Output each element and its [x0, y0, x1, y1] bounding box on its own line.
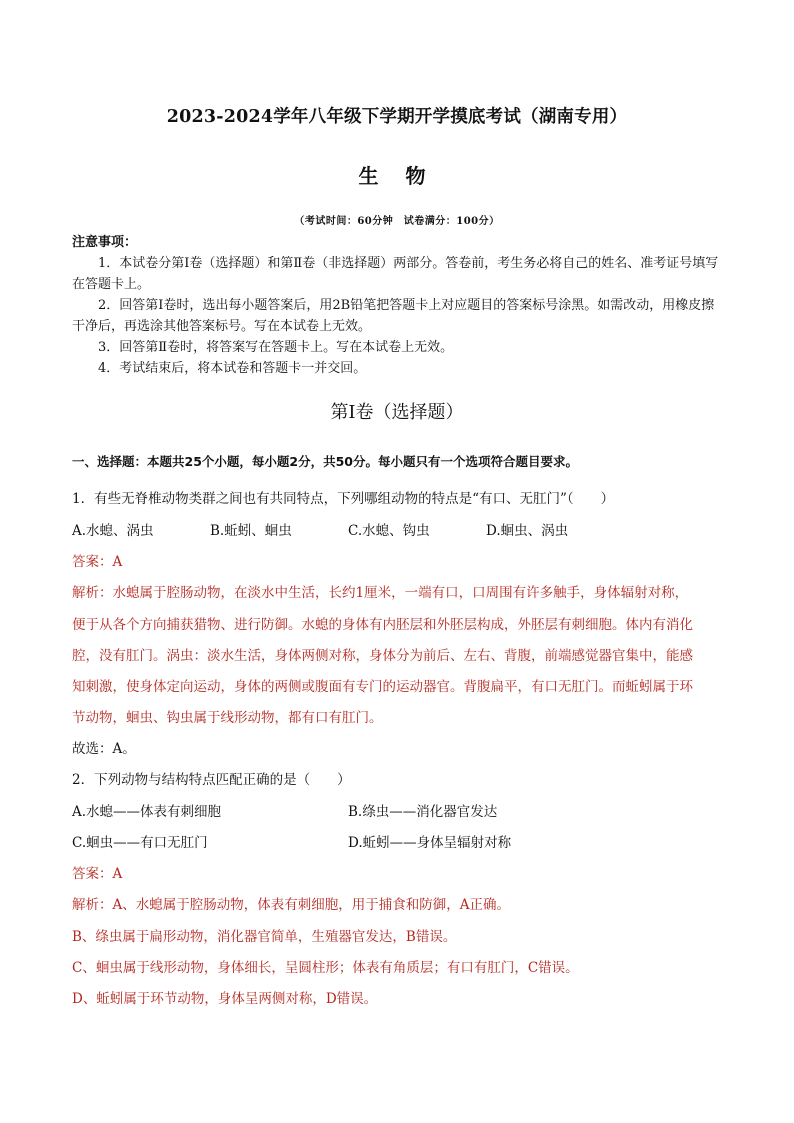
q1-analysis-line: 腔，没有肛门。涡虫：淡水生活，身体两侧对称，身体分为前后、左右、背腹，前端感觉器官集中，能感 — [72, 648, 693, 664]
notice-heading: 注意事项： — [72, 235, 138, 250]
notice-block — [72, 232, 724, 379]
q1-conclusion: 故选：A。 — [72, 741, 136, 757]
notice-item: 2．回答第Ⅰ卷时，选出每小题答案后，用2B铅笔把答题卡上对应题目的答案标号涂黑。如需改动，用橡皮擦干净后，再选涂其他答案标号。写在本试卷上无效。 — [72, 298, 715, 334]
q1-analysis-line: 知刺激，使身体定向运动，身体的两侧或腹面有专门的运动器官。背腹扁平，有口无肛门。而蚯蚓属于环 — [72, 679, 693, 695]
q2-answer: 答案：A — [72, 866, 123, 882]
notice-item: 3．回答第Ⅱ卷时，将答案写在答题卡上。写在本试卷上无效。 — [98, 340, 454, 355]
section-title: 第Ⅰ卷（选择题） — [330, 402, 464, 423]
q2-analysis-line: D、蚯蚓属于环节动物，身体呈两侧对称，D错误。 — [72, 991, 378, 1007]
q1-analysis-line: 便于从各个方向捕获猎物、进行防御。水螅的身体有内胚层和外胚层构成，外胚层有刺细胞。体内有消化 — [72, 617, 693, 633]
q1-option-c: C.水螅、钩虫 — [348, 523, 430, 539]
q1-analysis-line: 解析：水螅属于腔肠动物，在淡水中生活，长约1厘米，一端有口，口周围有许多触手，身体辐射对称， — [72, 585, 689, 601]
q1-analysis-line: 节动物，蛔虫、钩虫属于线形动物，都有口有肛门。 — [72, 710, 383, 726]
exam-info: （考试时间：60分钟 试卷满分：100分） — [294, 216, 500, 227]
q2-stem: 2．下列动物与结构特点匹配正确的是（ ） — [72, 772, 351, 788]
notice-item: 1．本试卷分第Ⅰ卷（选择题）和第Ⅱ卷（非选择题）两部分。答卷前，考生务必将自己的姓名、准考证号填写在答题卡上。 — [72, 256, 719, 292]
notice-item: 4．考试结束后，将本试卷和答题卡一并交回。 — [98, 361, 367, 376]
q2-option-a: A.水螅——体表有刺细胞 — [72, 804, 222, 820]
q1-option-a: A.水螅、涡虫 — [72, 523, 154, 539]
q2-option-d: D.蚯蚓——身体呈辐射对称 — [348, 835, 512, 851]
q1-option-b: B.蚯蚓、蛔虫 — [210, 523, 292, 539]
q2-analysis-line: C、蛔虫属于线形动物，身体细长，呈圆柱形；体表有角质层；有口有肛门，C错误。 — [72, 960, 579, 976]
q2-option-c: C.蛔虫——有口无肛门 — [72, 835, 208, 851]
q2-analysis-line: 解析：A、水螅属于腔肠动物，体表有刺细胞，用于捕食和防御，A正确。 — [72, 897, 510, 913]
q1-answer: 答案：A — [72, 554, 123, 570]
q1-option-d: D.蛔虫、涡虫 — [486, 523, 569, 539]
q2-option-b: B.绦虫——消化器官发达 — [348, 804, 498, 820]
q1-stem: 1．有些无脊椎动物类群之间也有共同特点，下列哪组动物的特点是“有口、无肛门”（ ） — [72, 491, 615, 507]
q2-analysis-line: B、绦虫属于扁形动物，消化器官简单，生殖器官发达，B错误。 — [72, 929, 457, 945]
subject-title: 生 物 — [358, 164, 436, 188]
exam-title: 2023-2024学年八年级下学期开学摸底考试（湖南专用） — [166, 107, 628, 127]
section-heading: 一、选择题：本题共25个小题，每小题2分，共50分。每小题只有一个选项符合题目要求。 — [72, 454, 578, 469]
